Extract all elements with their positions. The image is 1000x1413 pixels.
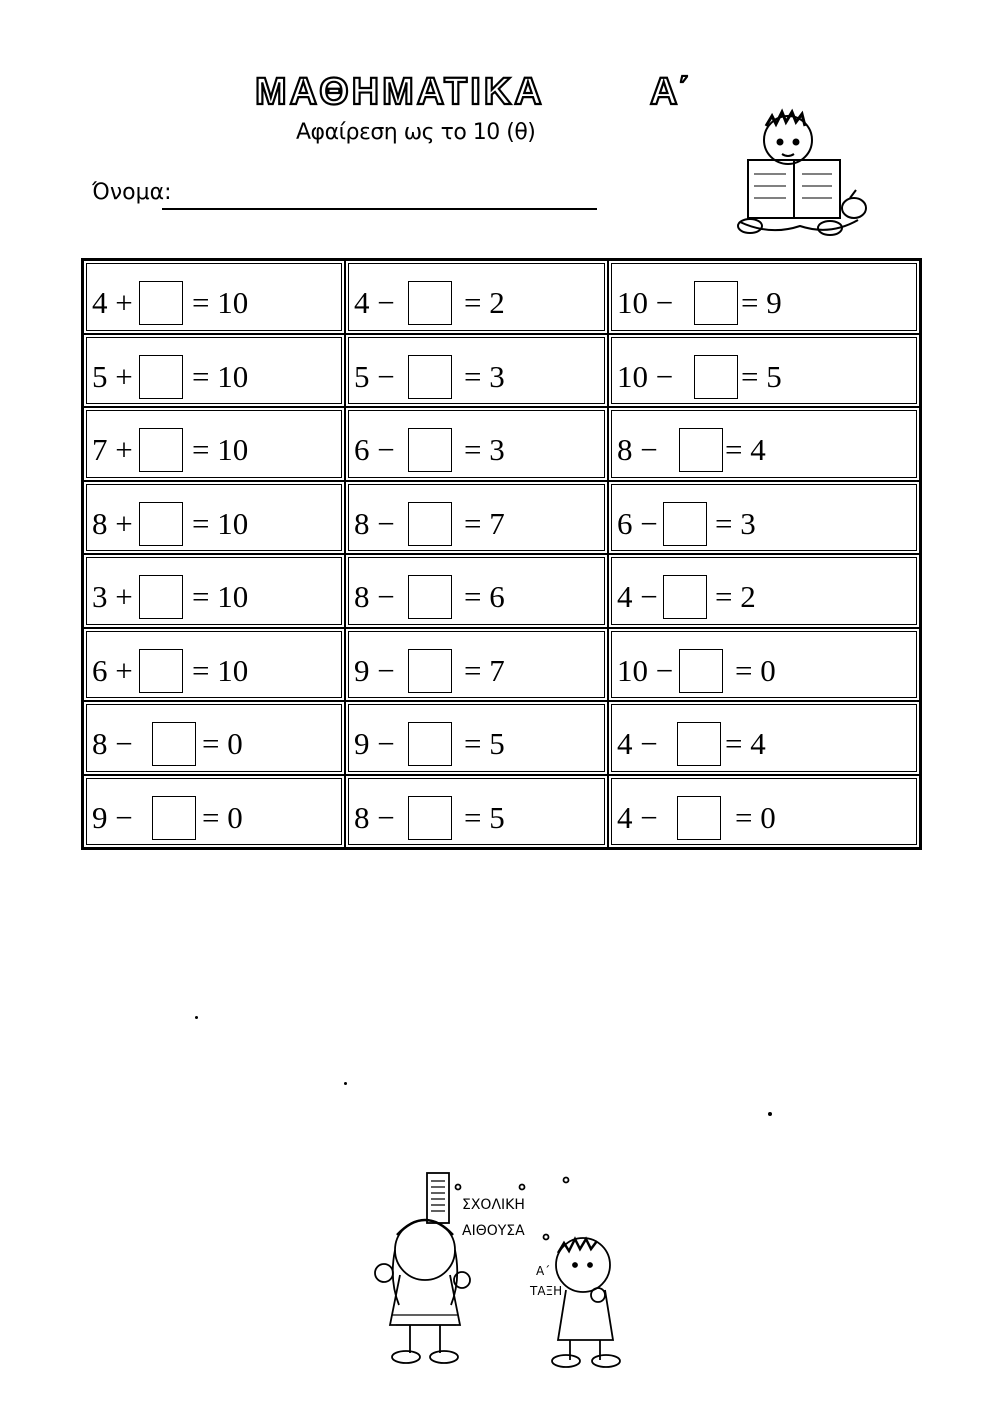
expression-left: 7 + [92, 432, 133, 467]
expression-right: = 3 [464, 358, 505, 394]
title-text: ΜΑΘΗΜΑΤΙΚΑ [255, 71, 545, 113]
expression-left: 3 + [92, 579, 133, 614]
expression-left: 6 − [354, 432, 395, 467]
expression-right: = 2 [715, 579, 756, 614]
answer-box[interactable] [663, 575, 707, 619]
expression-left: 10 − [617, 358, 674, 394]
exercise-cell [83, 334, 345, 408]
grade-text: Α΄ [650, 71, 691, 113]
answer-box[interactable] [677, 796, 721, 840]
exercise-cell [83, 701, 345, 775]
expression-right: = 2 [464, 285, 505, 320]
expression-left: 9 − [354, 652, 395, 688]
exercise-cell [83, 407, 345, 481]
exercise-cell [83, 260, 345, 334]
expression-left: 4 − [617, 799, 658, 835]
reading-child-illustration [730, 102, 870, 242]
answer-box[interactable] [677, 722, 721, 766]
expression-left: 6 − [617, 505, 658, 541]
answer-box[interactable] [139, 355, 183, 399]
expression-right: = 3 [464, 432, 505, 467]
expression-right: = 0 [735, 652, 776, 688]
expression-left: 8 − [354, 799, 395, 835]
answer-box[interactable] [408, 502, 452, 546]
expression-left: 5 − [354, 358, 395, 394]
exercise-cell [608, 481, 920, 555]
answer-box[interactable] [139, 502, 183, 546]
expression-left: 8 + [92, 505, 133, 541]
exercise-cell [345, 334, 608, 408]
name-line[interactable] [162, 208, 597, 210]
expression-right: = 5 [464, 799, 505, 835]
expression-right: = 6 [464, 579, 505, 614]
answer-box[interactable] [139, 281, 183, 325]
exercise-cell [345, 260, 608, 334]
expression-right: = 4 [725, 432, 766, 467]
expression-right: = 7 [464, 652, 505, 688]
expression-right: = 10 [192, 505, 249, 541]
exercise-cell [608, 775, 920, 849]
expression-right: = 10 [192, 432, 249, 467]
worksheet-subtitle: Αφαίρεση ως το 10 (θ) [296, 120, 536, 145]
exercise-cell [345, 407, 608, 481]
classroom-illustration [370, 1165, 640, 1370]
worksheet-title [255, 66, 705, 116]
exercise-cell [345, 701, 608, 775]
exercise-cell [608, 260, 920, 334]
expression-right: = 4 [725, 726, 766, 761]
expression-right: = 10 [192, 358, 249, 394]
expression-left: 4 − [354, 285, 395, 320]
answer-box[interactable] [694, 281, 738, 325]
answer-box[interactable] [139, 428, 183, 472]
stray-dot [195, 1016, 198, 1019]
answer-box[interactable] [694, 355, 738, 399]
answer-box[interactable] [408, 722, 452, 766]
exercise-cell [608, 701, 920, 775]
exercise-cell [608, 628, 920, 702]
expression-right: = 7 [464, 505, 505, 541]
exercise-cell [345, 775, 608, 849]
exercise-cell [608, 334, 920, 408]
answer-box[interactable] [152, 796, 196, 840]
answer-box[interactable] [679, 649, 723, 693]
stray-dot [768, 1112, 772, 1116]
exercise-grid [81, 258, 922, 850]
answer-box[interactable] [408, 575, 452, 619]
answer-box[interactable] [408, 355, 452, 399]
answer-box[interactable] [152, 722, 196, 766]
expression-left: 8 − [354, 505, 395, 541]
name-label: Όνομα: [92, 180, 172, 205]
answer-box[interactable] [679, 428, 723, 472]
exercise-cell [83, 554, 345, 628]
expression-right: = 10 [192, 285, 249, 320]
expression-left: 10 − [617, 285, 674, 320]
exercise-cell [83, 628, 345, 702]
expression-right: = 3 [715, 505, 756, 541]
expression-right: = 0 [202, 799, 243, 835]
answer-box[interactable] [663, 502, 707, 546]
expression-left: 10 − [617, 652, 674, 688]
expression-right: = 0 [202, 726, 243, 761]
answer-box[interactable] [139, 575, 183, 619]
answer-box[interactable] [408, 281, 452, 325]
answer-box[interactable] [408, 796, 452, 840]
class-sign-text: ΤΑΞΗ [530, 1284, 563, 1298]
expression-left: 5 + [92, 358, 133, 394]
expression-left: 8 − [92, 726, 133, 761]
exercise-cell [345, 628, 608, 702]
exercise-cell [345, 554, 608, 628]
expression-left: 4 − [617, 726, 658, 761]
name-field [92, 180, 612, 220]
expression-right: = 9 [741, 285, 782, 320]
stray-dot [344, 1082, 347, 1085]
answer-box[interactable] [408, 649, 452, 693]
sign-text-1: ΣΧΟΛΙΚΗ [462, 1197, 525, 1213]
grade-sign-text: Α΄ [536, 1264, 551, 1278]
expression-right: = 10 [192, 579, 249, 614]
exercise-cell [608, 554, 920, 628]
expression-right: = 5 [464, 726, 505, 761]
exercise-cell [83, 775, 345, 849]
sign-text-2: ΑΙΘΟΥΣΑ [462, 1223, 525, 1239]
expression-left: 4 + [92, 285, 133, 320]
expression-left: 6 + [92, 652, 133, 688]
expression-right: = 10 [192, 652, 249, 688]
answer-box[interactable] [139, 649, 183, 693]
expression-right: = 5 [741, 358, 782, 394]
exercise-cell [83, 481, 345, 555]
exercise-cell [608, 407, 920, 481]
expression-left: 9 − [92, 799, 133, 835]
expression-left: 9 − [354, 726, 395, 761]
expression-right: = 0 [735, 799, 776, 835]
expression-left: 4 − [617, 579, 658, 614]
expression-left: 8 − [617, 432, 658, 467]
expression-left: 8 − [354, 579, 395, 614]
answer-box[interactable] [408, 428, 452, 472]
exercise-cell [345, 481, 608, 555]
